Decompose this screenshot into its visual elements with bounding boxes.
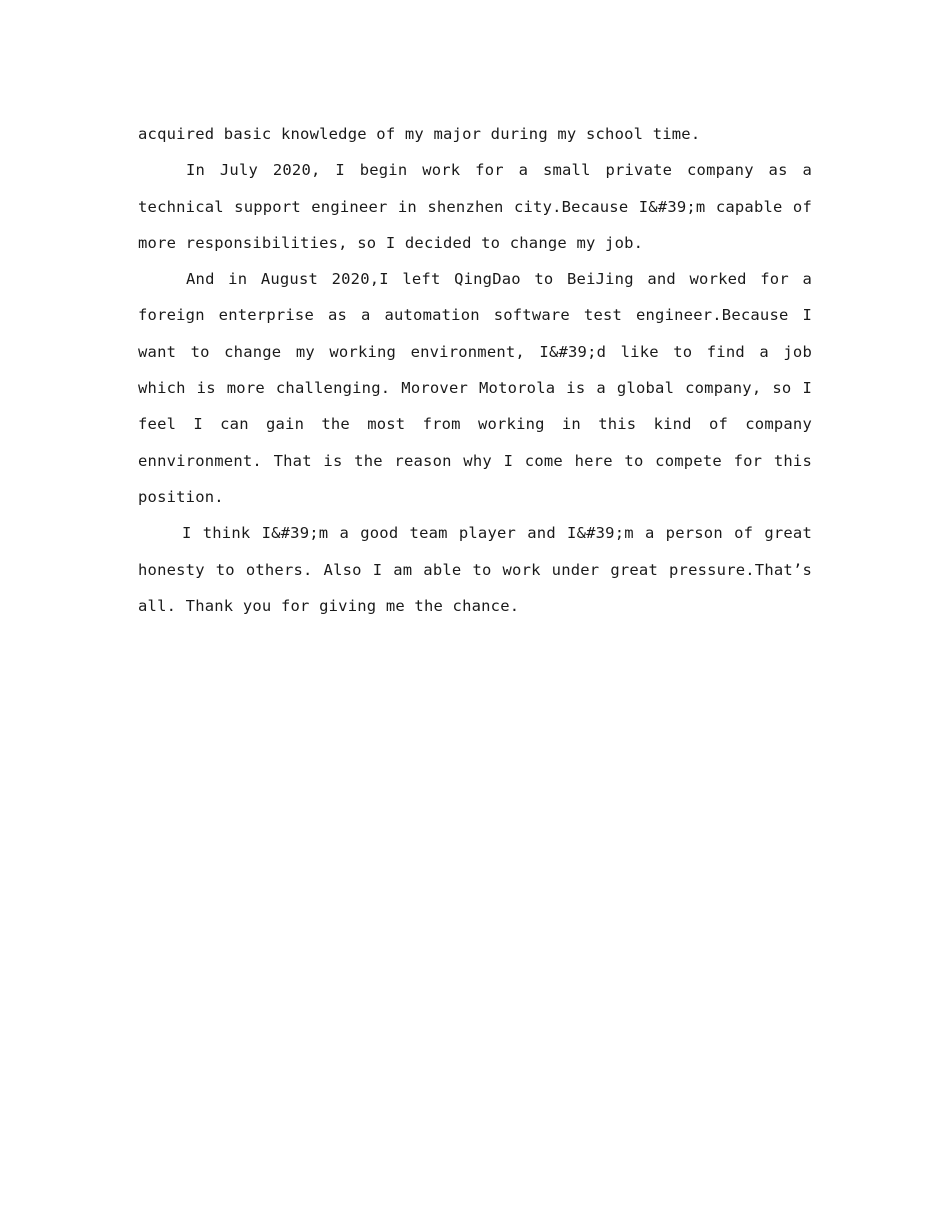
paragraph-first-job: In July 2020, I begin work for a small private company as a technical support engineer in shenzhen city.Because I&#39;m capable of more responsibilities, so I decided to change my job. xyxy=(138,161,812,252)
paragraph-closing: I think I&#39;m a good team player and I&#39;m a person of great honesty to others. Also I am able to work under great pressure.That’s all. Thank you for giving me the chance. xyxy=(138,524,812,615)
document-body xyxy=(138,116,812,624)
paragraph-continuation: acquired basic knowledge of my major during my school time. xyxy=(138,125,701,143)
paragraph-second-job: And in August 2020,I left QingDao to BeiJing and worked for a foreign enterprise as a automation software test engineer.Because I want to change my working environment, I&#39;d like to find a job which is more challenging. Morover Motorola is a global company, so I feel I can gain the most from working in this kind of company ennvironment. That is the reason why I come here to compete for this position. xyxy=(138,270,812,506)
